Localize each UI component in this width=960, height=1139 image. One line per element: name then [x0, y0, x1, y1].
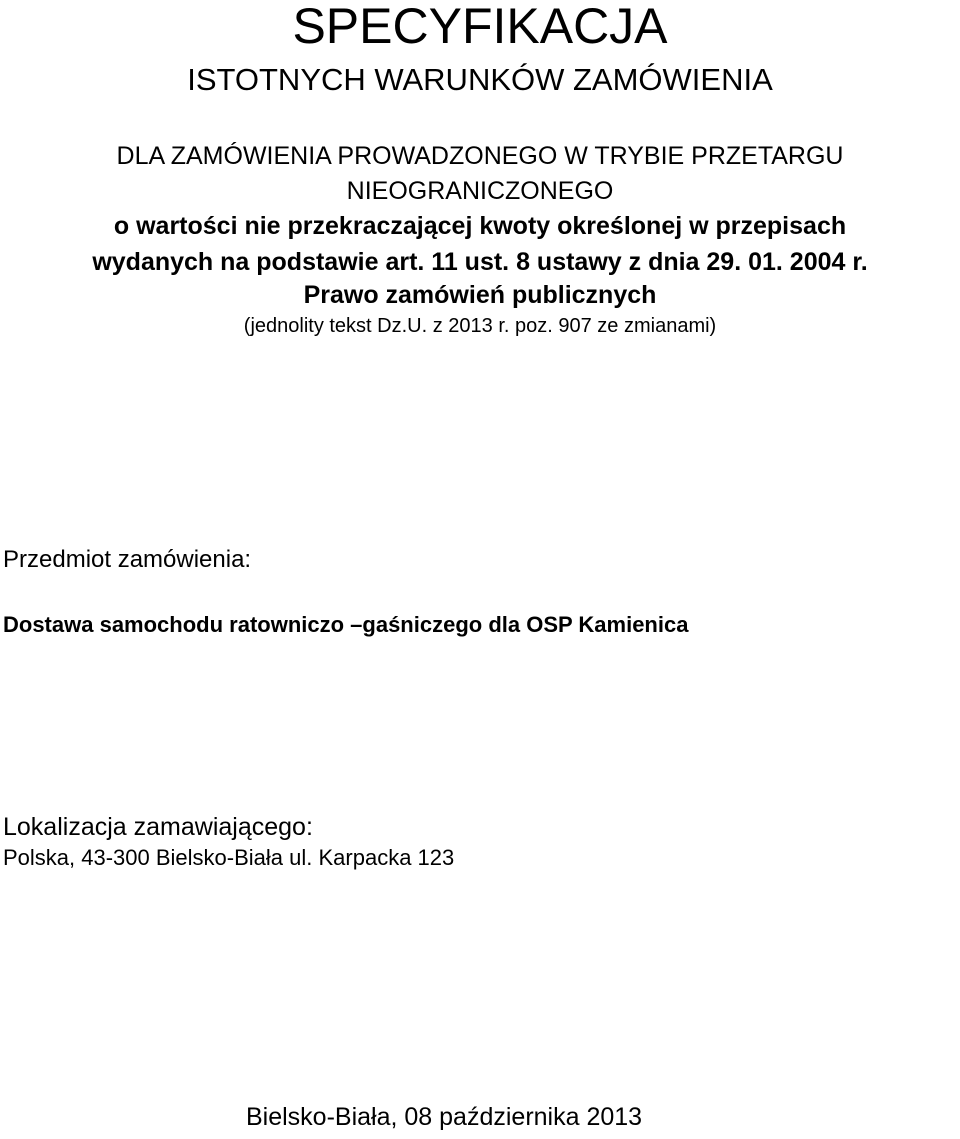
- location-label: Lokalizacja zamawiającego:: [3, 813, 313, 841]
- value-threshold-line-2: wydanych na podstawie art. 11 ust. 8 ustawy z dnia 29. 01. 2004 r.: [92, 248, 868, 276]
- procedure-line-2: NIEOGRANICZONEGO: [346, 177, 614, 205]
- procedure-line-1: DLA ZAMÓWIENIA PROWADZONEGO W TRYBIE PRZETARGU: [116, 142, 844, 170]
- value-threshold-line-1: o wartości nie przekraczającej kwoty określonej w przepisach: [113, 212, 847, 240]
- consolidated-text-reference: (jednolity tekst Dz.U. z 2013 r. poz. 907 ze zmianami): [243, 315, 717, 337]
- law-name: Prawo zamówień publicznych: [303, 281, 657, 309]
- place-and-date: Bielsko-Biała, 08 października 2013: [246, 1103, 643, 1131]
- location-value: Polska, 43-300 Bielsko-Biała ul. Karpacka 123: [3, 845, 455, 870]
- document-subtitle: ISTOTNYCH WARUNKÓW ZAMÓWIENIA: [187, 62, 773, 97]
- subject-label: Przedmiot zamówienia:: [3, 546, 252, 573]
- document-title: SPECYFIKACJA: [292, 0, 668, 54]
- subject-value: Dostawa samochodu ratowniczo –gaśniczego dla OSP Kamienica: [3, 612, 689, 637]
